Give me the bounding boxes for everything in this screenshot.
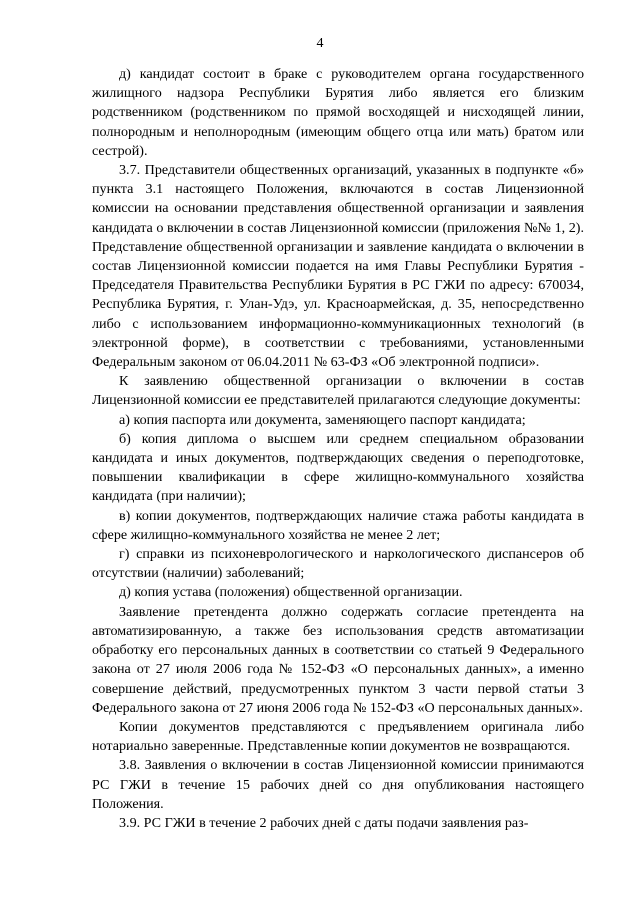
paragraph-3-7: 3.7. Представители общественных организаций, указанных в подпункте «б» пункта 3.1 настоящего Положения, включаются в состав Лицензионной комиссии на основании представления общественной организации и заявления кандидата о включении в состав Лицензионной комиссии (приложения №№ 1, 2). Представление общественной организации и заявление кандидата о включении в состав Лицензионной комиссии подается на имя Главы Республики Бурятия - Председателя Правительства Республики Бурятия в РС ГЖИ по адресу: 670034, Республика Бурятия, г. Улан-Удэ, ул. Красноармейская, д. 35, непосредственно либо с использованием информационно-коммуникационных технологий (в электронной форме), в соответствии с требованиями, установленными Федеральным законом от 06.04.2011 № 63-ФЗ «Об электронной подписи». [92, 162, 584, 371]
list-item-d: д) копия устава (положения) общественной организации. [119, 584, 463, 601]
paragraph-copies: Копии документов представляются с предъявлением оригинала либо нотариально заверенные. Представленные копии документов не возвращаются. [92, 718, 584, 755]
page-number: 4 [316, 36, 324, 51]
body-text [92, 65, 584, 833]
list-item-b: б) копия диплома о высшем или среднем специальном образовании кандидата и иных документов, подтверждающих сведения о переподготовке, повышении квалификации в сфере жилищно-коммунального хозяйства кандидата (при наличии); [92, 430, 584, 505]
list-item-v: в) копии документов, подтверждающих наличие стажа работы кандидата в сфере жилищно-коммунального хозяйства не менее 2 лет; [92, 507, 584, 543]
paragraph-marriage-condition: д) кандидат состоит в браке с руководителем органа государственного жилищного надзора Республики Бурятия либо является его близким родственником (родственником по прямой восходящей и нисходящей линии, полнородным и неполнородным (имеющим общего отца или мать) братом или сестрой). [92, 66, 584, 159]
paragraph-consent: Заявление претендента должно содержать согласие претендента на автоматизированную, а также без использования средств автоматизации обработку его персональных данных в соответствии со статьей 9 Федерального закона от 27 июля 2006 года № 152-ФЗ «О персональных данных», а именно совершение действий, предусмотренных пунктом 3 части первой статьи 3 Федерального закона от 27 июня 2006 года № 152-ФЗ «О персональных данных». [92, 603, 584, 716]
paragraph-3-8: 3.8. Заявления о включении в состав Лицензионной комиссии принимаются РС ГЖИ в течение 15 рабочих дней со дня опубликования настоящего Положения. [92, 757, 584, 812]
paragraph-attachments-intro: К заявлению общественной организации о включении в состав Лицензионной комиссии ее представителей прилагаются следующие документы: [92, 373, 584, 409]
paragraph-3-9: 3.9. РС ГЖИ в течение 2 рабочих дней с даты подачи заявления раз- [119, 814, 529, 831]
list-item-g: г) справки из психоневрологического и наркологического диспансеров об отсутствии (наличии) заболеваний; [92, 546, 584, 582]
list-item-a: а) копия паспорта или документа, заменяющего паспорт кандидата; [119, 411, 526, 428]
